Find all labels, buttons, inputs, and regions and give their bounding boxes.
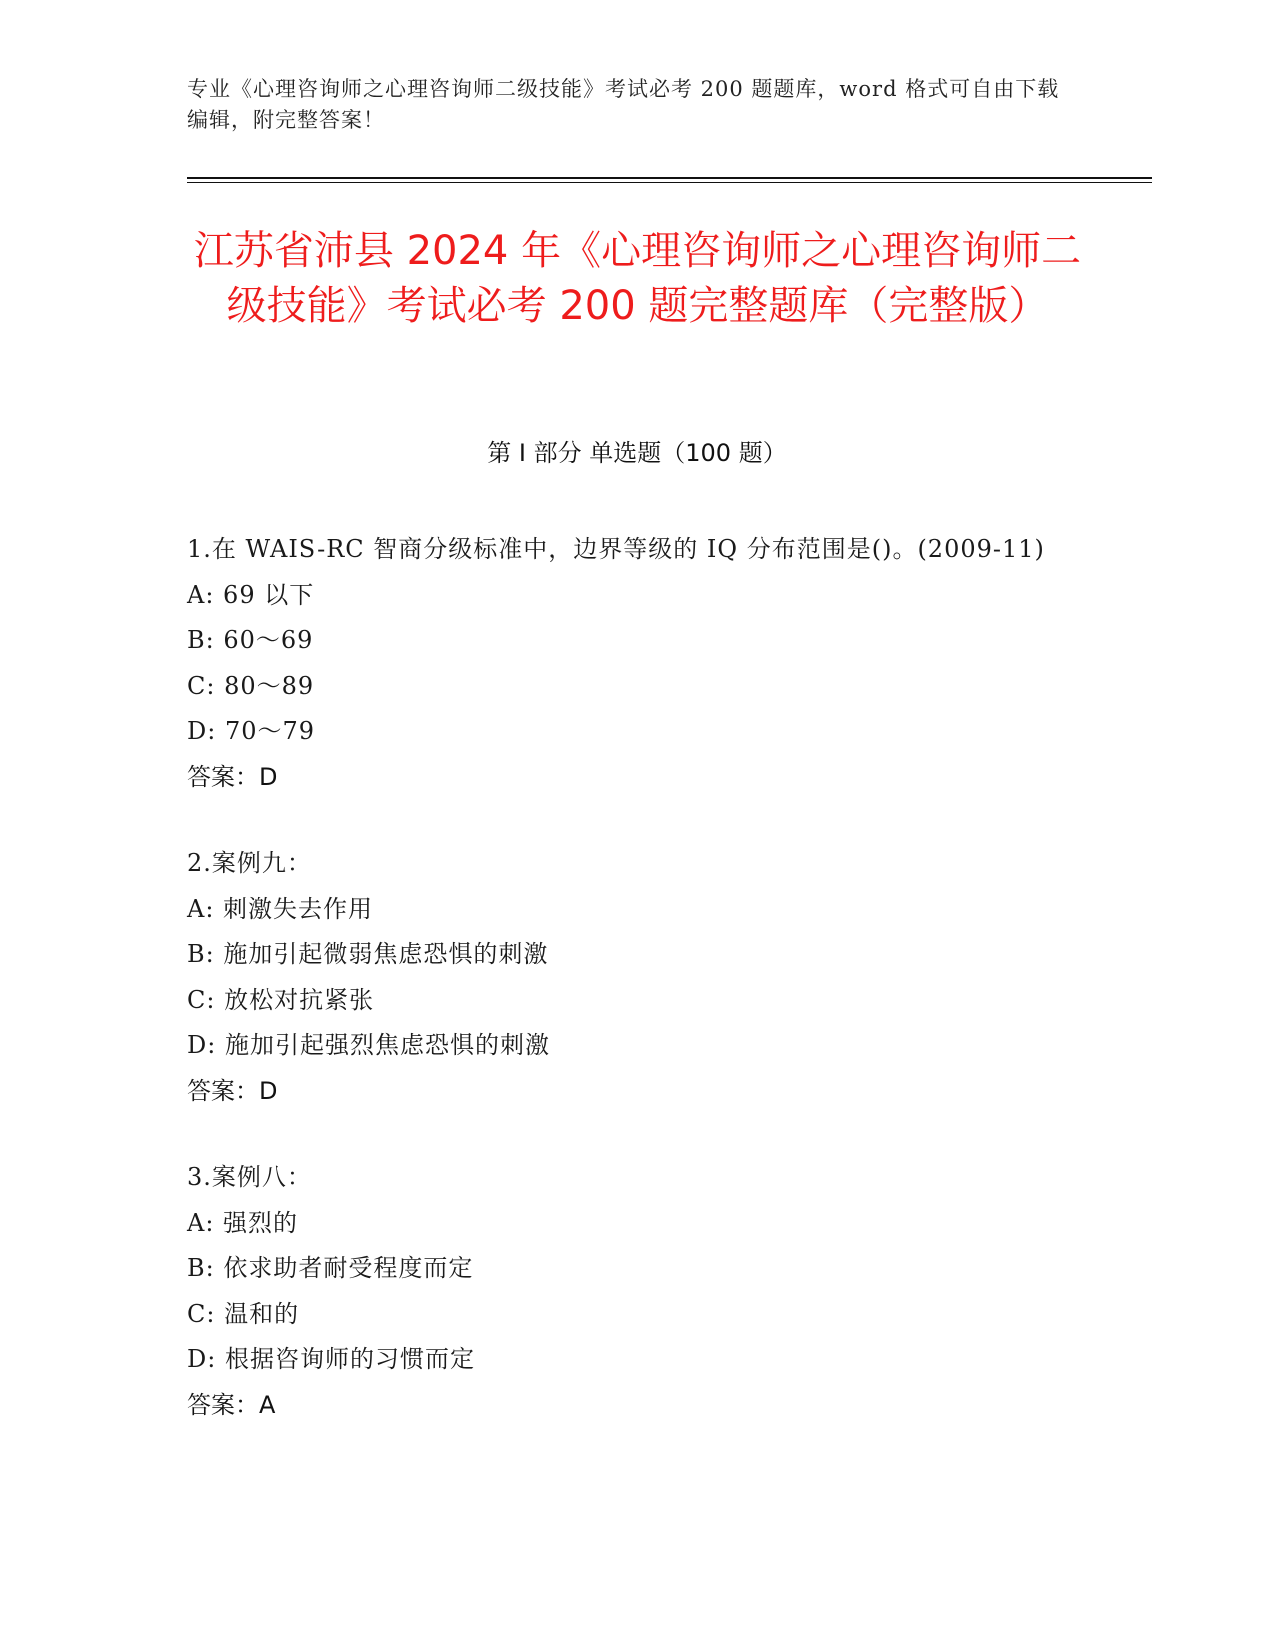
option-b: B: 60～69 [187, 626, 314, 654]
header-note: 专业《心理咨询师之心理咨询师二级技能》考试必考 200 题题库，word 格式可自由下载编辑，附完整答案！ [187, 77, 1060, 132]
answer-line: 答案：D [187, 1076, 278, 1105]
answer-line: 答案：A [187, 1390, 276, 1419]
question-stem: 3.案例八： [187, 1163, 312, 1191]
option-d: D: 70～79 [187, 717, 316, 745]
option-a: A: 69 以下 [187, 580, 315, 609]
option-c: C: 80～89 [187, 671, 315, 700]
option-a: A: 强烈的 [187, 1208, 299, 1237]
option-d: D: 施加引起强烈焦虑恐惧的刺激 [187, 1031, 550, 1059]
answer-line: 答案：D [187, 762, 278, 791]
question-stem: 2.案例九： [187, 849, 312, 877]
question-item [187, 1155, 1087, 1428]
document-title: 江苏省沛县 2024 年《心理咨询师之心理咨询师二级技能》考试必考 200 题完整题库（完整版） [193, 228, 1082, 329]
option-b: B: 施加引起微弱焦虑恐惧的刺激 [187, 940, 549, 968]
header-divider-thin [187, 182, 1152, 183]
question-item [187, 527, 1087, 800]
option-c: C: 温和的 [187, 1299, 300, 1328]
option-b: B: 依求助者耐受程度而定 [187, 1254, 474, 1282]
question-stem: 1.在 WAIS-RC 智商分级标准中，边界等级的 IQ 分布范围是()。(2009-11) [187, 535, 1045, 563]
question-list [187, 527, 1087, 1469]
option-c: C: 放松对抗紧张 [187, 985, 375, 1014]
option-a: A: 刺激失去作用 [187, 894, 374, 923]
section-title: 第 I 部分 单选题（100 题） [487, 439, 787, 467]
question-item [187, 841, 1087, 1114]
option-d: D: 根据咨询师的习惯而定 [187, 1345, 475, 1373]
header-divider-thick [187, 177, 1152, 179]
